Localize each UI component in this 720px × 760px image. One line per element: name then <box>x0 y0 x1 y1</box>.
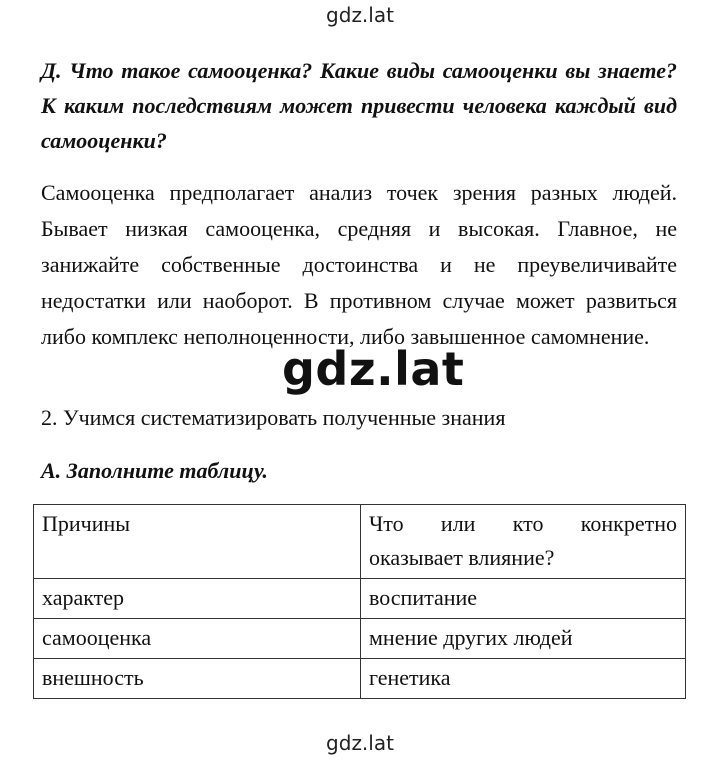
watermark-top: gdz.lat <box>326 3 394 27</box>
table-row <box>34 619 686 659</box>
watermark-center: gdz.lat <box>282 342 465 396</box>
table-cell-cause: самооценка <box>34 619 361 659</box>
task-title: А. Заполните таблицу. <box>41 458 268 483</box>
table-header-row <box>34 505 686 579</box>
table-cell-influence: генетика <box>361 659 686 699</box>
question-text: Д. Что такое самооценка? Какие виды самооценки вы знаете? К каким последствиям может привести человека каждый вид самооценки? <box>41 58 677 153</box>
table-cell-influence: мнение других людей <box>361 619 686 659</box>
watermark-bottom: gdz.lat <box>326 731 394 755</box>
causes-table <box>33 504 686 699</box>
table-row <box>34 659 686 699</box>
table-cell-cause: характер <box>34 579 361 619</box>
table-row <box>34 579 686 619</box>
table-header-influence: Что или кто конкретно оказывает влияние? <box>361 505 686 579</box>
section-title: 2. Учимся систематизировать полученные знания <box>41 405 506 430</box>
answer-text: Самооценка предполагает анализ точек зрения разных людей. Бывает низкая самооценка, средняя и высокая. Главное, не занижайте собственные достоинства и не преувеличивайте недостатки или наоборот. В противном случае может развиться либо комплекс неполноценности, либо завышенное самомнение. <box>41 180 677 349</box>
table-cell-influence: воспитание <box>361 579 686 619</box>
table-header-causes: Причины <box>34 505 361 579</box>
table-cell-cause: внешность <box>34 659 361 699</box>
